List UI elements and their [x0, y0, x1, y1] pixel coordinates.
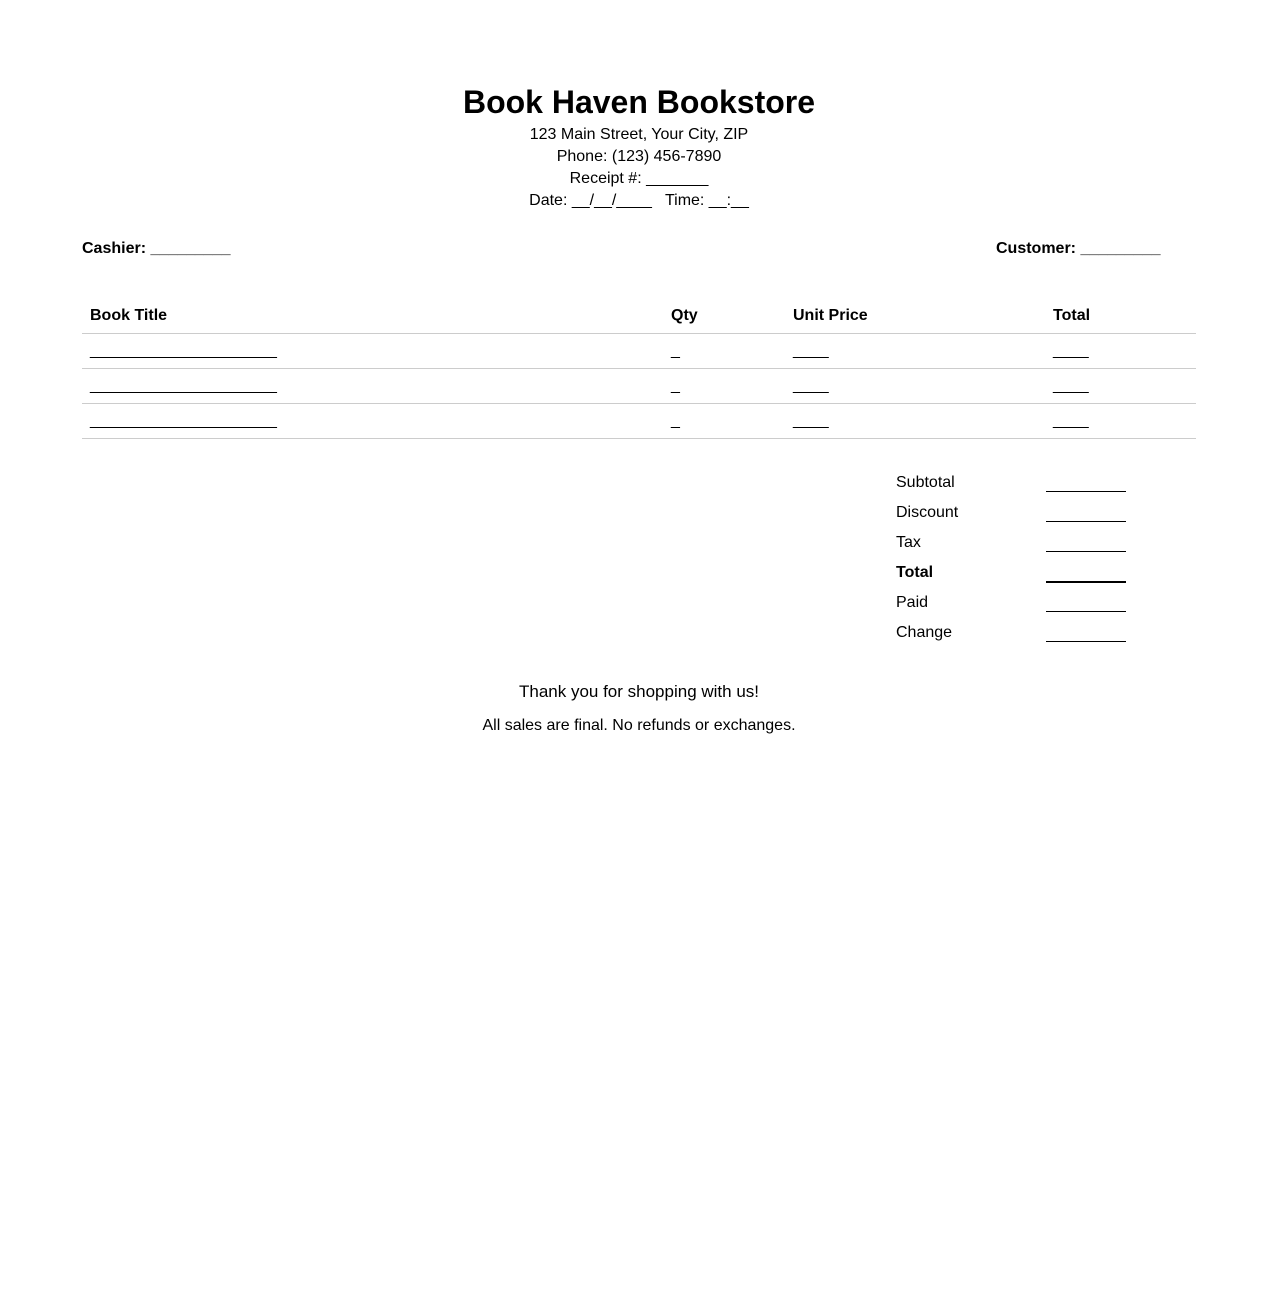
discount-blank: [1046, 500, 1126, 522]
cell-qty: _: [663, 334, 785, 369]
header-book-title: Book Title: [82, 298, 663, 334]
summary-row-discount: [896, 500, 1126, 530]
header-qty: Qty: [663, 298, 785, 334]
store-address: 123 Main Street, Your City, ZIP: [529, 126, 749, 143]
header-unit-price: Unit Price: [785, 298, 1045, 334]
paid-blank: [1046, 590, 1126, 612]
store-phone: Phone: (123) 456-7890: [556, 148, 722, 165]
table-row: [82, 404, 1196, 439]
summary-row-paid: [896, 590, 1126, 620]
total-label: Total: [896, 564, 934, 581]
table-row: [82, 334, 1196, 369]
customer-field: Customer: _________: [996, 240, 1161, 257]
cell-qty: _: [663, 404, 785, 439]
receipt-header: [0, 80, 1278, 212]
cell-book-title: _____________________: [82, 404, 663, 439]
discount-label: Discount: [896, 504, 959, 521]
date-time: Date: __/__/____ Time: __:__: [529, 192, 749, 209]
cell-unit-price: ____: [785, 334, 1045, 369]
refund-policy: All sales are final. No refunds or exchanges.: [482, 717, 796, 734]
store-name: Book Haven Bookstore: [462, 84, 816, 120]
receipt-number: Receipt #: _______: [569, 170, 709, 187]
summary-row-change: [896, 620, 1126, 650]
thank-you-message: Thank you for shopping with us!: [518, 682, 760, 701]
cell-book-title: _____________________: [82, 369, 663, 404]
summary-row-total: [896, 560, 1126, 590]
cell-qty: _: [663, 369, 785, 404]
header-total: Total: [1045, 298, 1196, 334]
summary-row-subtotal: [896, 470, 1126, 500]
summary-row-tax: [896, 530, 1126, 560]
subtotal-label: Subtotal: [896, 474, 955, 491]
cell-book-title: _____________________: [82, 334, 663, 369]
cell-unit-price: ____: [785, 404, 1045, 439]
cell-total: ____: [1045, 369, 1196, 404]
tax-label: Tax: [896, 534, 921, 551]
totals-summary: [896, 470, 1126, 650]
cell-total: ____: [1045, 404, 1196, 439]
paid-label: Paid: [896, 594, 929, 611]
table-row: [82, 369, 1196, 404]
cashier-field: Cashier: _________: [82, 240, 231, 257]
subtotal-blank: [1046, 470, 1126, 492]
receipt-footer: [0, 681, 1278, 736]
table-header-row: [82, 298, 1196, 334]
tax-blank: [1046, 530, 1126, 552]
cell-unit-price: ____: [785, 369, 1045, 404]
change-blank: [1046, 620, 1126, 642]
total-blank: [1046, 560, 1126, 583]
cell-total: ____: [1045, 334, 1196, 369]
items-table: [82, 298, 1196, 439]
change-label: Change: [896, 624, 953, 641]
